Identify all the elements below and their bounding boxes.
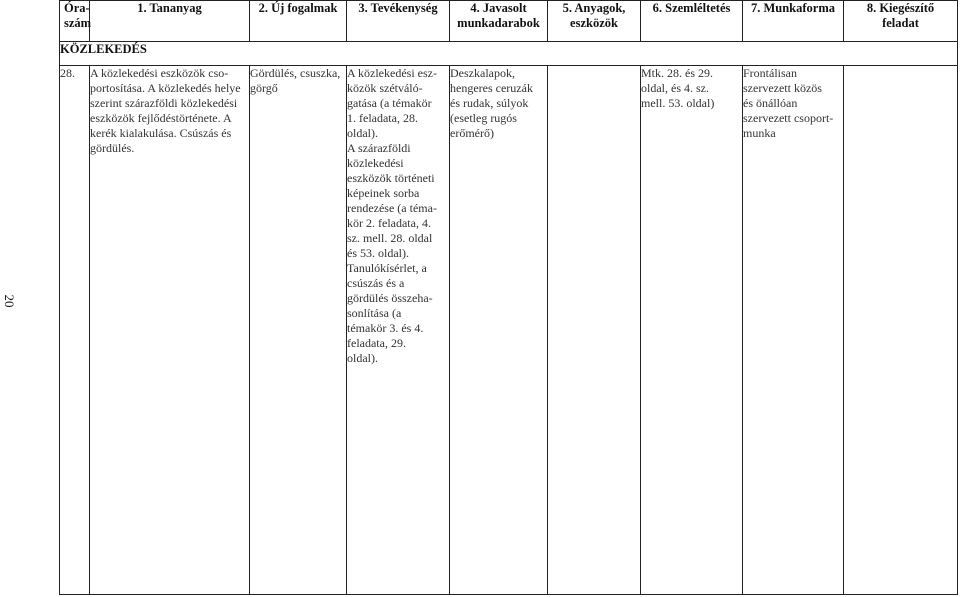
text-line: gördülés. <box>90 141 135 155</box>
header-ora: Óra- szám <box>60 1 90 42</box>
text-line: Gördülés, csuszka, <box>250 66 341 80</box>
text-line: feladata, 29. <box>347 336 406 350</box>
header-row <box>60 1 958 42</box>
uj-fogalmak-cell <box>250 66 347 595</box>
anyagok-cell <box>548 66 641 595</box>
text-line: munka <box>743 126 776 140</box>
text-line: mell. 53. oldal) <box>641 96 715 110</box>
munkadarabok-cell <box>450 66 548 595</box>
text-line: oldal). <box>347 351 378 365</box>
text-line: és önállóan <box>743 96 798 110</box>
text-line: portosítása. A közlekedés helye <box>90 81 241 95</box>
text-line: kerék kialakulása. Csúszás és <box>90 126 232 140</box>
header-tevekenyseg: 3. Tevékenység <box>347 1 450 42</box>
text-line: Tanulókísérlet, a <box>347 261 427 275</box>
section-row <box>60 42 958 66</box>
text-line: oldal). <box>347 126 378 140</box>
text-line: görgő <box>250 81 278 95</box>
page-number: 20 <box>2 294 17 308</box>
header-tananyag: 1. Tananyag <box>90 1 250 42</box>
lesson-row <box>60 66 958 595</box>
text-line: és 53. oldal). <box>347 246 409 260</box>
text-line: Mtk. 28. és 29. <box>641 66 713 80</box>
text-line: A közlekedési eszközök cso- <box>90 66 229 80</box>
text-line: eszközök fejlődéstörténete. A <box>90 111 232 125</box>
header-munkaforma: 7. Munkaforma <box>743 1 844 42</box>
text-line: gördülés összeha- <box>347 291 433 305</box>
text-line: közök szétváló- <box>347 81 423 95</box>
munkaforma-cell <box>743 66 844 595</box>
header-anyagok: 5. Anyagok, eszközök <box>548 1 641 42</box>
text-line: sz. mell. 28. oldal <box>347 231 433 245</box>
text-line: A szárazföldi <box>347 141 411 155</box>
text-line: kör 2. feladata, 4. <box>347 216 431 230</box>
text-line: rendezése (a téma- <box>347 201 437 215</box>
text-line: szervezett csoport- <box>743 111 834 125</box>
text-line: Deszkalapok, <box>450 66 515 80</box>
section-title: KÖZLEKEDÉS <box>60 42 958 66</box>
text-line: gatása (a témakör <box>347 96 432 110</box>
text-line: A közlekedési esz- <box>347 66 437 80</box>
text-line: közlekedési <box>347 156 404 170</box>
header-uj-fogalmak: 2. Új fogalmak <box>250 1 347 42</box>
text-line: témakör 3. és 4. <box>347 321 424 335</box>
text-line: képeinek sorba <box>347 186 420 200</box>
text-line: szerint szárazföldi közlekedési <box>90 96 238 110</box>
text-line: hengeres ceruzák <box>450 81 533 95</box>
tevekenyseg-cell <box>347 66 450 595</box>
header-munkadarabok: 4. Javasolt munkadarabok <box>450 1 548 42</box>
header-szemleltetes: 6. Szemléltetés <box>641 1 743 42</box>
text-line: erőmérő) <box>450 126 494 140</box>
text-line: és rudak, súlyok <box>450 96 529 110</box>
text-line: eszközök történeti <box>347 171 435 185</box>
kiegeszito-cell <box>844 66 958 595</box>
text-line: (esetleg rugós <box>450 111 517 125</box>
text-line: Frontálisan <box>743 66 797 80</box>
szemleltetes-cell <box>641 66 743 595</box>
text-line: sonlítása (a <box>347 306 402 320</box>
hour-cell: 28. <box>60 66 90 595</box>
text-line: szervezett közös <box>743 81 822 95</box>
tananyag-cell <box>90 66 250 595</box>
text-line: csúszás és a <box>347 276 405 290</box>
header-kiegeszito: 8. Kiegészítő feladat <box>844 1 958 42</box>
text-line: oldal, és 4. sz. <box>641 81 709 95</box>
text-line: 1. feladata, 28. <box>347 111 418 125</box>
lesson-plan-table <box>59 0 958 595</box>
